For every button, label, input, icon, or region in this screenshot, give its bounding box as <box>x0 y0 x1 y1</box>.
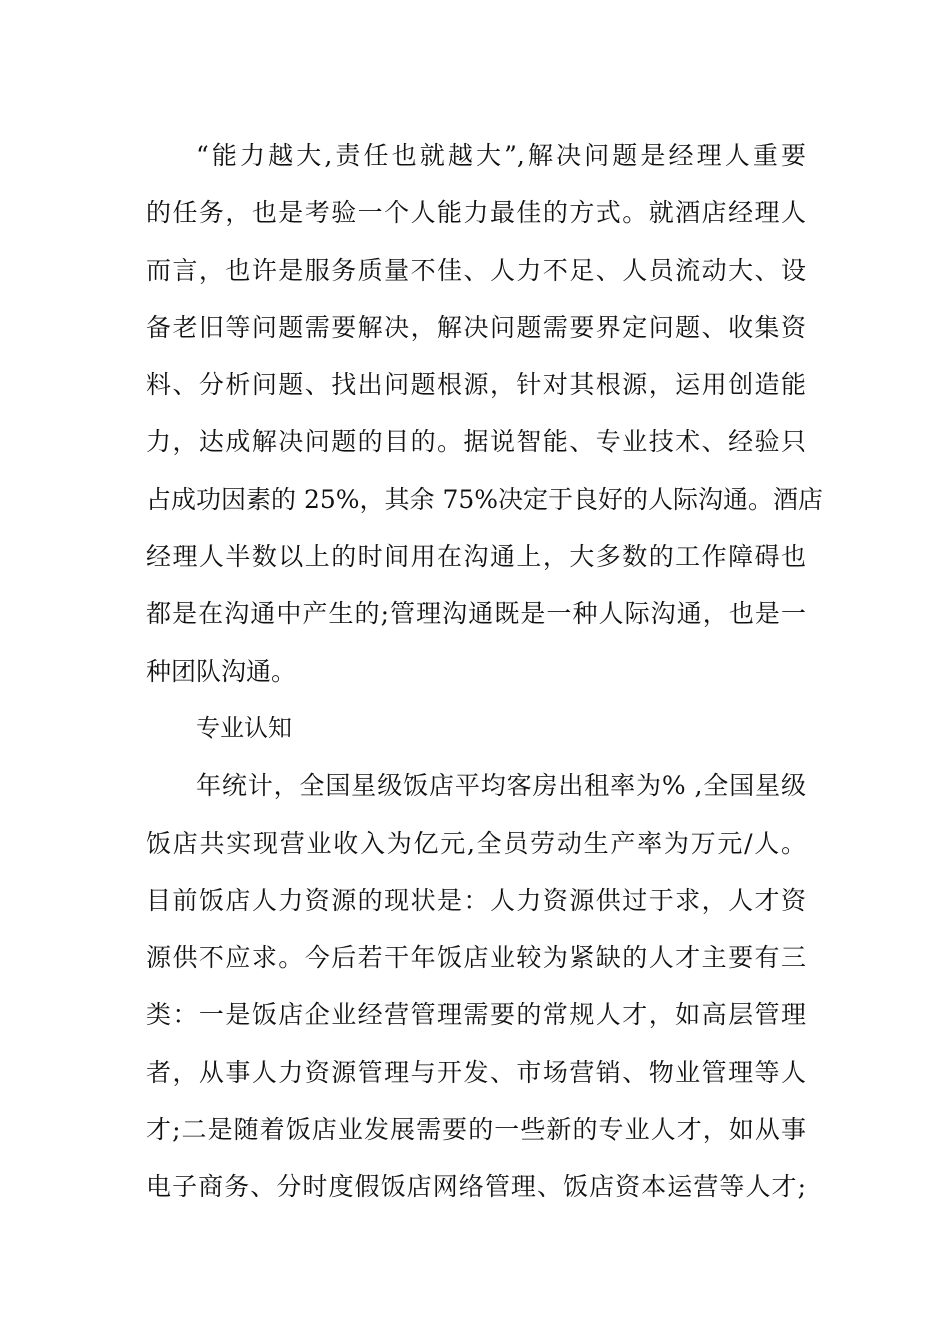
paragraph-line: 类：一是饭店企业经营管理需要的常规人才，如高层管理 <box>146 1000 806 1030</box>
paragraph-line: 都是在沟通中产生的;管理沟通既是一种人际沟通，也是一 <box>146 599 806 629</box>
paragraph-hotel-statistics <box>146 757 806 1215</box>
paragraph-communication <box>146 127 824 700</box>
paragraph-line: 而言，也许是服务质量不佳、人力不足、人员流动大、设 <box>146 255 806 285</box>
paragraph-line: 饭店共实现营业收入为亿元,全员劳动生产率为万元/人。 <box>146 828 806 858</box>
paragraph-line: 源供不应求。今后若干年饭店业较为紧缺的人才主要有三 <box>146 943 806 973</box>
paragraph-line: “能力越大,责任也就越大”,解决问题是经理人重要 <box>196 141 806 170</box>
paragraph-line: 占成功因素的 25%，其余 75%决定于良好的人际沟通。酒店 <box>146 484 824 514</box>
paragraph-line: 力，达成解决问题的目的。据说智能、专业技术、经验只 <box>146 427 806 457</box>
section-heading: 专业认知 <box>196 713 292 742</box>
paragraph-line: 年统计，全国星级饭店平均客房出租率为% ,全国星级 <box>196 771 806 801</box>
paragraph-line: 料、分析问题、找出问题根源，针对其根源，运用创造能 <box>146 370 806 400</box>
paragraph-line: 的任务，也是考验一个人能力最佳的方式。就酒店经理人 <box>146 198 806 228</box>
paragraph-line: 电子商务、分时度假饭店网络管理、饭店资本运营等人才; <box>146 1172 806 1202</box>
paragraph-line: 目前饭店人力资源的现状是：人力资源供过于求，人才资 <box>146 885 806 915</box>
paragraph-line: 种团队沟通。 <box>146 656 297 686</box>
document-body <box>146 127 824 1216</box>
paragraph-line: 者，从事人力资源管理与开发、市场营销、物业管理等人 <box>146 1057 806 1087</box>
paragraph-line: 备老旧等问题需要解决，解决问题需要界定问题、收集资 <box>146 312 806 342</box>
paragraph-line: 才;二是随着饭店业发展需要的一些新的专业人才，如从事 <box>146 1115 806 1145</box>
paragraph-line: 经理人半数以上的时间用在沟通上，大多数的工作障碍也 <box>146 542 806 572</box>
